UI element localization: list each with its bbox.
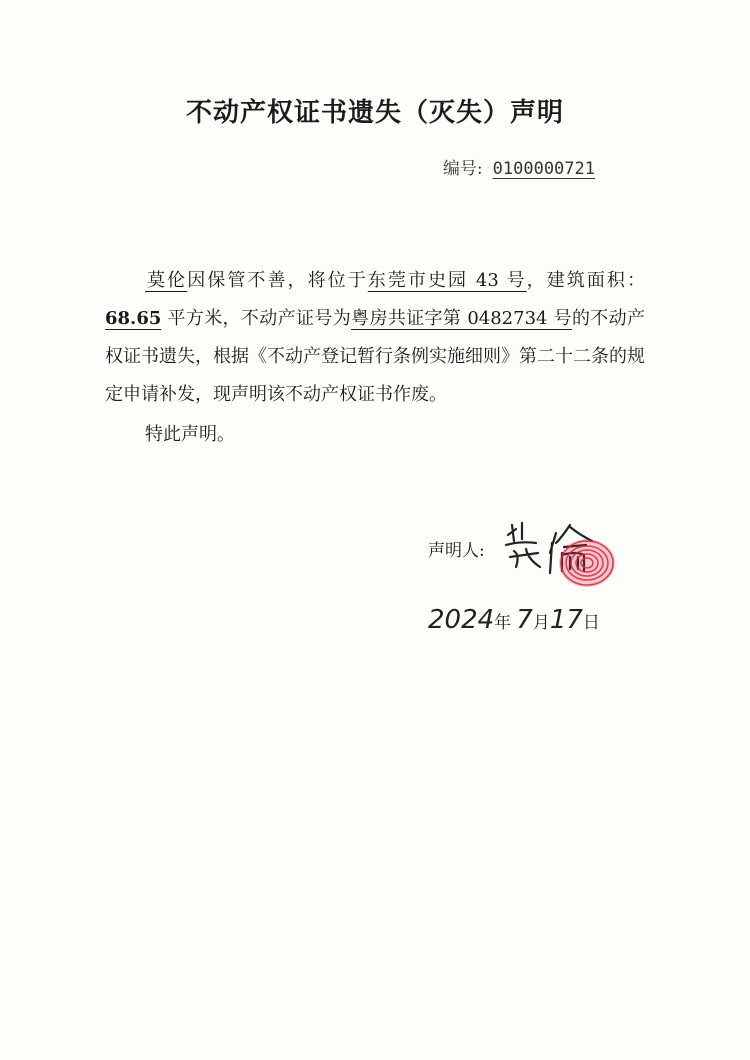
date-year: 2024 bbox=[428, 605, 495, 635]
statement-part-1: 因保管不善，将位于 bbox=[187, 270, 368, 291]
statement-paragraph bbox=[105, 262, 645, 414]
statement-part-2: ，建筑面积： bbox=[526, 270, 645, 291]
number-label: 编号: bbox=[442, 159, 483, 179]
fingerprint-mark bbox=[555, 535, 619, 591]
document-title: 不动产权证书遗失（灭失）声明 bbox=[185, 98, 564, 128]
statement-part-3: 平方米，不动产证号为 bbox=[167, 308, 352, 329]
declarer-name: 莫伦 bbox=[145, 270, 188, 291]
date-year-unit: 年 bbox=[494, 613, 512, 633]
document-number-row bbox=[443, 154, 595, 179]
certificate-number: 粤房共证字第 0482734 号 bbox=[351, 308, 572, 329]
number-value: 0100000721 bbox=[492, 159, 595, 179]
building-area: 68.65 bbox=[105, 308, 162, 329]
date-month-unit: 月 bbox=[532, 613, 550, 633]
property-address: 东莞市史园 43 号 bbox=[367, 270, 527, 291]
date-day-unit: 日 bbox=[582, 613, 600, 633]
handwritten-date bbox=[428, 605, 638, 655]
closing-text: 特此声明。 bbox=[145, 424, 235, 445]
statement-part-4: 的不动产权证书遗失，根据《不动产登记暂行条例实施细则》第二十二条的规定申请补发，现声明该不动产权证书作废。 bbox=[105, 308, 646, 405]
date-day: 17 bbox=[549, 605, 583, 635]
declarer-label: 声明人: bbox=[428, 541, 485, 561]
date-month: 7 bbox=[516, 605, 533, 635]
